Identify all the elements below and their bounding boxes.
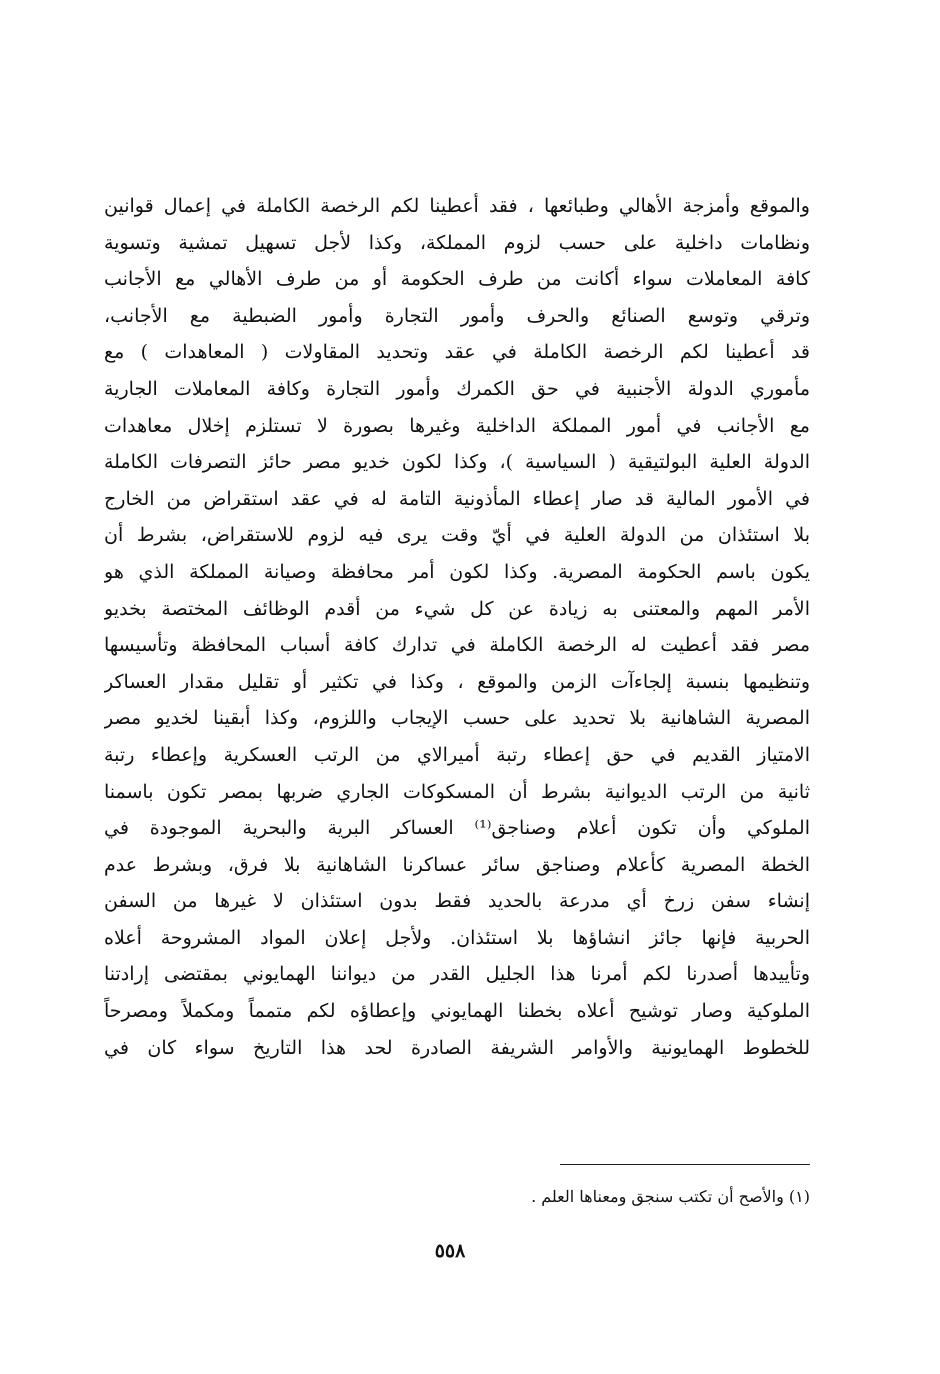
body-line: وتأييدها أصدرنا لكم أمرنا هذا الجليل القدر من ديواننا الهمايوني بمقتضى إرادتنا [104,963,810,986]
body-line: الامتياز القديم في حق إعطاء رتبة أميرالاي من الرتب العسكرية وإعطاء رتبة [104,743,810,766]
body-line: الحربية فإنها جائز انشاؤها بلا استئذان. ولأجل إعلان المواد المشروحة أعلاه [104,926,810,949]
body-line: كافة المعاملات سواء أكانت من طرف الحكومة أو من طرف الأهالي مع الأجانب [104,268,810,291]
body-line: الدولة العلية البولتيقية ( السياسية )، وكذا لكون خديو مصر حائز التصرفات الكاملة [104,451,810,474]
body-line: مع الأجانب في أمور المملكة الداخلية وغيرها بصورة لا تستلزم إخلال معاهدات [104,414,810,437]
body-line: يكون باسم الحكومة المصرية. وكذا لكون أمر محافظة وصيانة المملكة الذي هو [104,560,810,583]
body-line: الأمر المهم والمعتنى به زيادة عن كل شيء من أقدم الوظائف المختصة بخديو [104,597,810,620]
page-number: ٥٥٨ [434,1240,466,1262]
body-line: وترقي وتوسع الصنائع والحرف وأمور التجارة وأمور الضبطية مع الأجانب، [104,304,810,327]
footnote: (١) والأصح أن تكتب سنجق ومعناها العلم . [531,1187,810,1206]
body-line: في الأمور المالية قد صار إعطاء المأذونية التامة له في عقد استقراض من الخارج [104,487,810,510]
body-line: المصرية الشاهانية بلا تحديد على حسب الإيجاب واللزوم، وكذا أبقينا لخديو مصر [104,707,810,730]
body-line: الخطة المصرية كأعلام وصناجق سائر عساكرنا الشاهانية بلا فرق، وبشرط عدم [104,853,810,876]
body-line: الملوكي وأن تكون أعلام وصناجق⁽¹⁾ العساكر البرية والبحرية الموجودة في [104,817,810,840]
body-line: والموقع وأمزجة الأهالي وطبائعها ، فقد أعطينا لكم الرخصة الكاملة في إعمال قوانين [104,195,810,217]
body-line: ونظامات داخلية على حسب لزوم المملكة، وكذا لأجل تسهيل تمشية وتسوية [104,231,810,254]
body-line: للخطوط الهمايونية والأوامر الشريفة الصادرة لحد هذا التاريخ سواء كان في [104,1036,810,1059]
footnote-divider [560,1164,810,1165]
body-line: قد أعطينا لكم الرخصة الكاملة في عقد وتحديد المقاولات ( المعاهدات ) مع [104,341,810,364]
body-line: الملوكية وصار توشيح أعلاه بخطنا الهمايوني وإعطاؤه لكم متمماً ومكملاً ومصرحاً [104,1000,810,1023]
body-text [104,188,810,1066]
body-line: ثانية من الرتب الديوانية بشرط أن المسكوكات الجاري ضربها بمصر تكون باسمنا [104,780,810,803]
body-line: إنشاء سفن زرخ أي مدرعة بالحديد فقط بدون استئذان لا غيرها من السفن [104,890,810,913]
body-line: وتنظيمها بنسبة إلجاءآت الزمن والموقع ، وكذا في تكثير أو تقليل مقدار العساكر [104,670,810,693]
body-line: بلا استئذان من الدولة العلية في أيّ وقت يرى فيه لزوم للاستقراض، بشرط أن [104,524,810,547]
body-line: مصر فقد أعطيت له الرخصة الكاملة في تدارك كافة أسباب المحافظة وتأسيسها [104,634,810,657]
body-line: مأموري الدولة الأجنبية في حق الكمرك وأمور التجارة وكافة المعاملات الجارية [104,377,810,400]
